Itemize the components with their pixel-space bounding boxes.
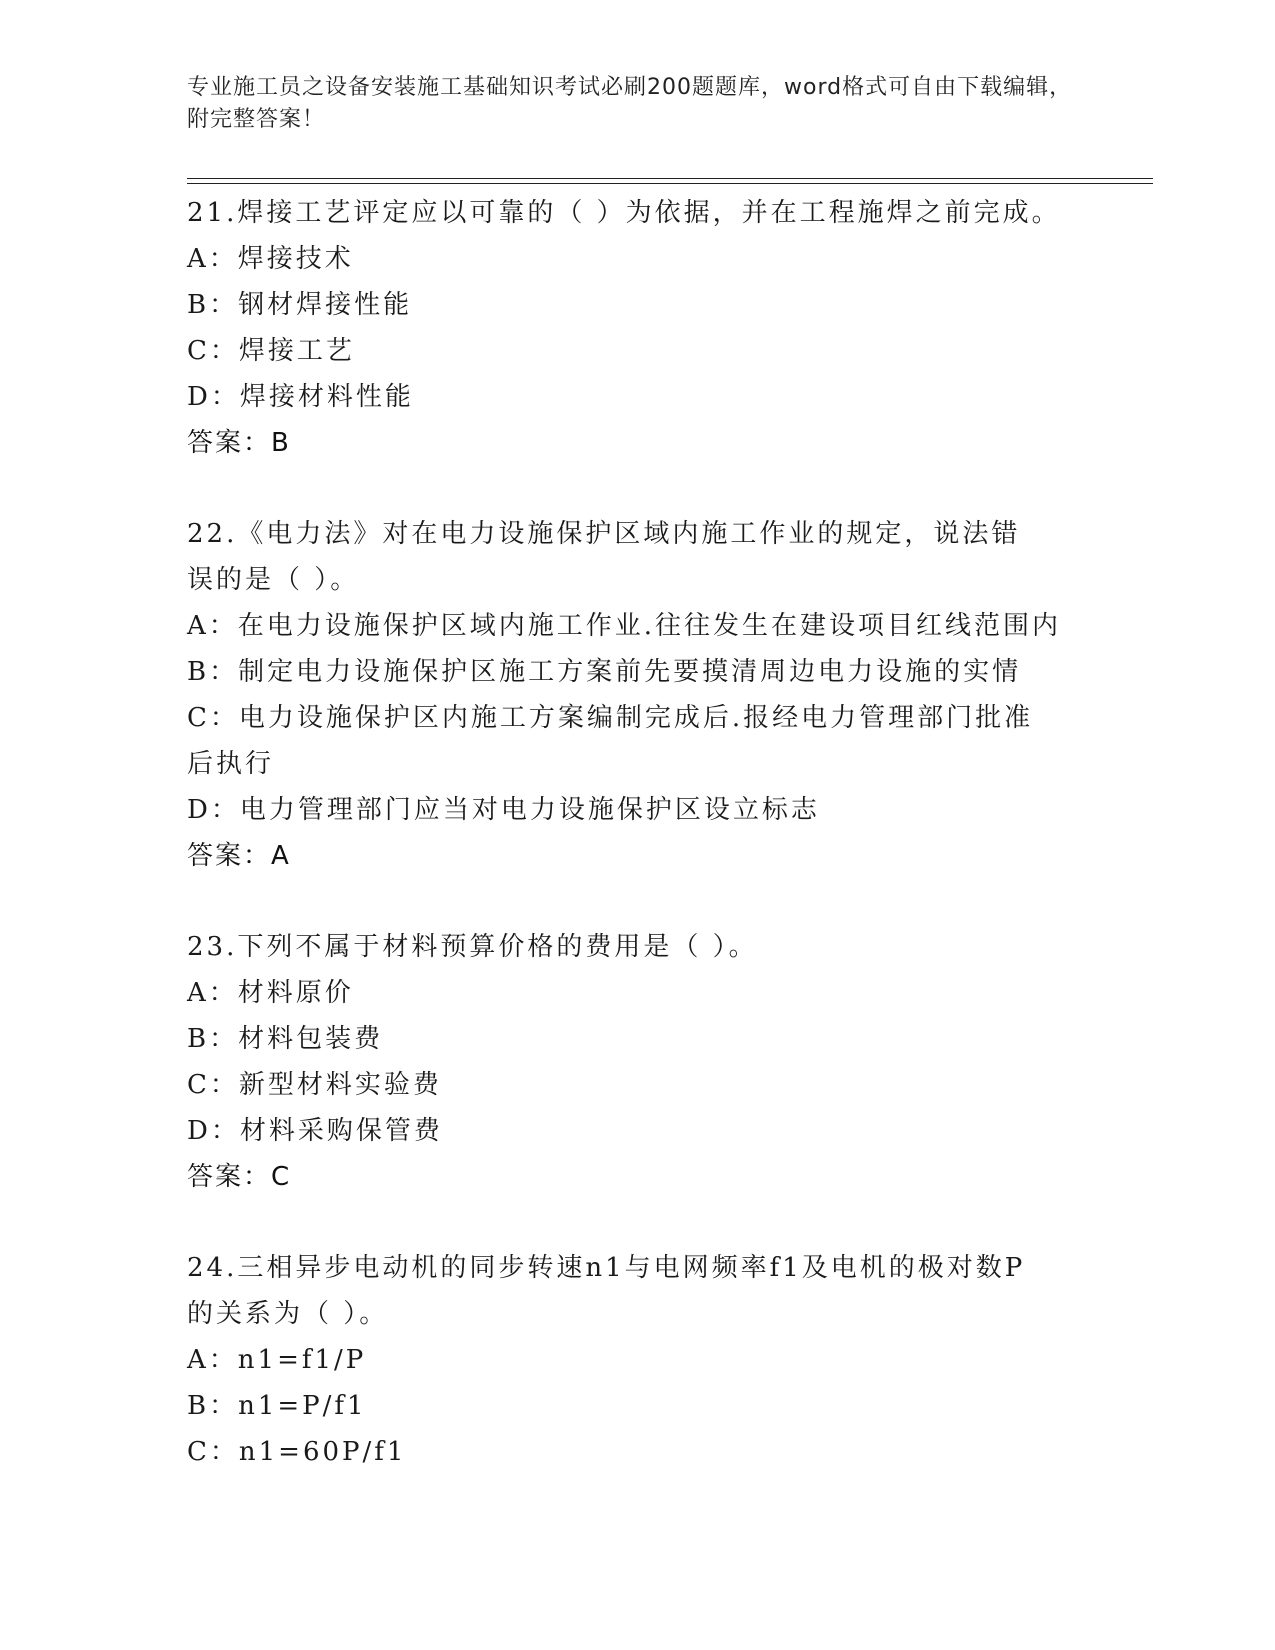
option-d: D：焊接材料性能	[187, 382, 414, 412]
question-24	[187, 1245, 1087, 1475]
option-b: B：n1=P/f1	[187, 1391, 367, 1421]
question-stem: 23.下列不属于材料预算价格的费用是（ ）。	[187, 932, 758, 962]
option-b: B：材料包装费	[187, 1024, 384, 1054]
header-rule-top	[187, 178, 1153, 179]
question-21	[187, 190, 1087, 466]
option-d: D：材料采购保管费	[187, 1116, 443, 1146]
question-22	[187, 511, 1087, 879]
question-list	[187, 190, 1087, 1520]
question-stem: 21.焊接工艺评定应以可靠的（ ）为依据，并在工程施焊之前完成。	[187, 198, 1061, 228]
question-stem: 24.三相异步电动机的同步转速n1与电网频率f1及电机的极对数P的关系为（ ）。	[187, 1253, 1026, 1329]
option-a: A：n1=f1/P	[187, 1345, 367, 1375]
answer: 答案：A	[187, 841, 291, 871]
option-a: A：焊接技术	[187, 244, 354, 274]
option-b: B：制定电力设施保护区施工方案前先要摸清周边电力设施的实情	[187, 657, 1022, 687]
option-a: A：在电力设施保护区域内施工作业.往往发生在建设项目红线范围内	[187, 611, 1062, 641]
option-c: C：新型材料实验费	[187, 1070, 442, 1100]
question-23	[187, 924, 1087, 1200]
option-d: D：电力管理部门应当对电力设施保护区设立标志	[187, 795, 820, 825]
answer: 答案：C	[187, 1162, 292, 1192]
option-b: B：钢材焊接性能	[187, 290, 413, 320]
option-c: C：电力设施保护区内施工方案编制完成后.报经电力管理部门批准后执行	[187, 703, 1034, 779]
option-c: C：焊接工艺	[187, 336, 355, 366]
question-stem: 22.《电力法》对在电力设施保护区域内施工作业的规定，说法错误的是（ ）。	[187, 519, 1021, 595]
answer: 答案：B	[187, 428, 291, 458]
header-rule-bottom	[187, 183, 1153, 184]
document-header: 专业施工员之设备安装施工基础知识考试必刷200题题库，word格式可自由下载编辑，附完整答案！	[187, 75, 1073, 132]
option-a: A：材料原价	[187, 978, 354, 1008]
option-c: C：n1=60P/f1	[187, 1437, 407, 1467]
